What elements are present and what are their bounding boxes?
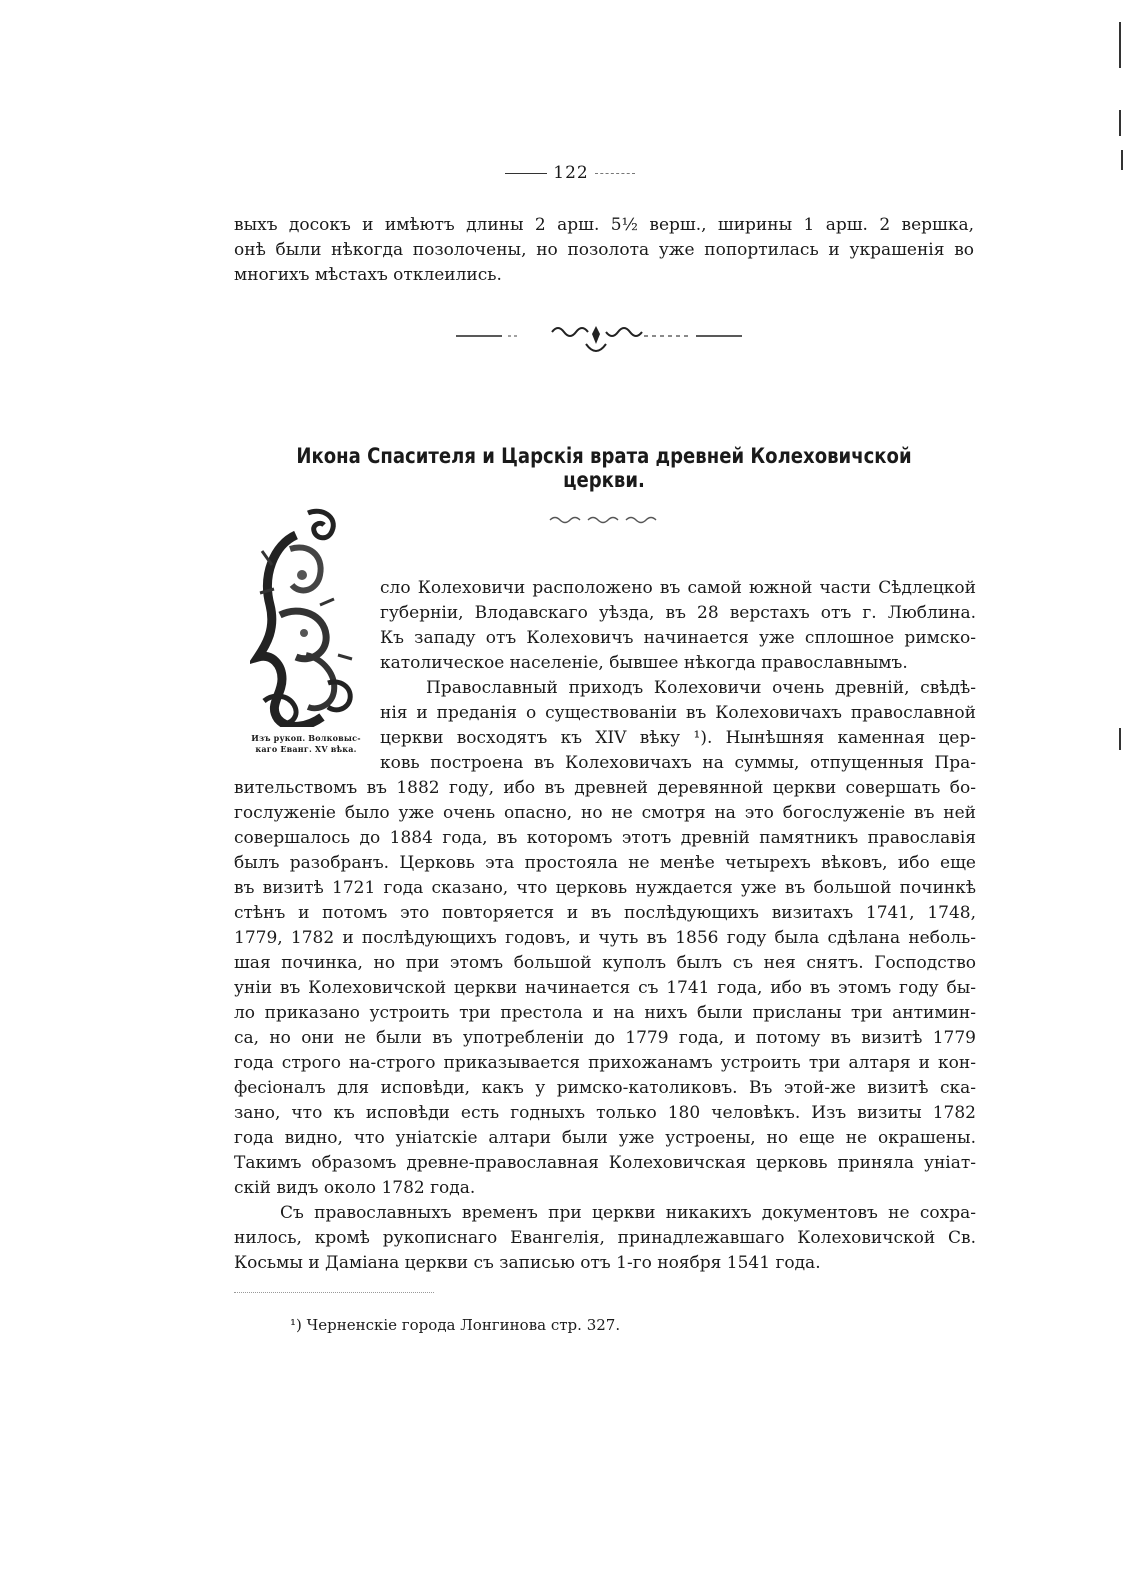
section-title: Икона Спасителя и Царскія врата древней Колеховичской церкви.: [296, 444, 912, 492]
paragraph-2-narrow: [234, 676, 976, 776]
text-line: 1779, 1782 и послѣдующихъ годовъ, и чуть въ 1856 году была сдѣлана неболь-: [234, 928, 976, 948]
text-line: католическое населеніе, бывшее нѣкогда православнымъ.: [380, 653, 908, 673]
text-line: года строго на-строго приказывается прихожанамъ устроить три алтаря и кон-: [234, 1053, 976, 1073]
text-line: ковь построена въ Колеховичахъ на суммы, отпущенныя Пра-: [380, 753, 976, 773]
paragraph-1: [234, 576, 976, 676]
text-line: фесіоналъ для исповѣди, какъ у римско-католиковъ. Въ этой-же визитѣ ска-: [234, 1078, 976, 1098]
page-number: 122: [553, 163, 589, 183]
header-rule-right: [595, 173, 635, 174]
text-line: года видно, что уніатскіе алтари были уже устроены, но еще не окрашены.: [234, 1128, 976, 1148]
text-line: Къ западу отъ Колеховичъ начинается уже сплошное римско-: [380, 628, 976, 648]
paragraph-3: [234, 1201, 976, 1276]
text-line: былъ разобранъ. Церковь эта простояла не менѣе четырехъ вѣковъ, ибо еще: [234, 853, 976, 873]
text-line: Косьмы и Даміана церкви съ записью отъ 1-го ноября 1541 года.: [234, 1253, 821, 1273]
page-number-line: [0, 163, 1140, 183]
text-line: стѣнъ и потомъ это повторяется и въ послѣдующихъ визитахъ 1741, 1748,: [234, 903, 976, 923]
divider-ornament: [456, 322, 746, 362]
paragraph-2: [234, 776, 976, 1201]
text-line: ло приказано устроить три престола и на нихъ были присланы три антимин-: [234, 1003, 976, 1023]
text-line: совершалось до 1884 года, въ которомъ этотъ древній памятникъ православія: [234, 828, 976, 848]
text-line: церкви восходятъ къ XIV вѣку ¹). Нынѣшняя каменная цер-: [380, 728, 976, 748]
text-line: уніи въ Колеховичской церкви начинается съ 1741 года, ибо въ этомъ году бы-: [234, 978, 976, 998]
text-line: гослуженіе было уже очень опасно, но не смотря на это богослуженіе въ ней: [234, 803, 976, 823]
text-line: шая починка, но при этомъ большой куполъ былъ съ нея снятъ. Господство: [234, 953, 976, 973]
text-line: зано, что къ исповѣди есть годныхъ только 180 человѣкъ. Изъ визиты 1782: [234, 1103, 976, 1123]
text-line: Съ православныхъ временъ при церкви никакихъ документовъ не сохра-: [280, 1203, 976, 1223]
text-line: Такимъ образомъ древне-православная Колеховичская церковь приняла уніат-: [234, 1153, 976, 1173]
margin-mark: [1119, 22, 1121, 68]
continuation-text: [234, 213, 974, 288]
title-squiggle-ornament: [548, 514, 660, 526]
text-line: въ визитѣ 1721 года сказано, что церковь нуждается уже въ большой починкѣ: [234, 878, 976, 898]
margin-mark: [1121, 150, 1123, 170]
text-line: са, но они не были въ употребленіи до 1779 года, и потому въ визитѣ 1779: [234, 1028, 976, 1048]
footnote-rule: [234, 1292, 434, 1293]
margin-mark: [1119, 728, 1121, 750]
text-line: онѣ были нѣкогда позолочены, но позолота уже попортилась и украшенія во: [234, 240, 974, 260]
text-line: вительствомъ въ 1882 году, ибо въ древней деревянной церкви совершать бо-: [234, 778, 976, 798]
text-line: сло Колеховичи расположено въ самой южной части Сѣдлецкой: [380, 578, 976, 598]
text-line: скій видъ около 1782 года.: [234, 1178, 476, 1198]
text-line: губерніи, Влодавскаго уѣзда, въ 28 верстахъ отъ г. Люблина.: [380, 603, 976, 623]
text-line: Православный приходъ Колеховичи очень древній, свѣдѣ-: [426, 678, 976, 698]
header-rule-left: [505, 173, 547, 174]
margin-mark: [1119, 110, 1121, 136]
footnote: ¹) Черненскіе города Лонгинова стр. 327.: [290, 1316, 621, 1334]
text-line: многихъ мѣстахъ отклеились.: [234, 265, 502, 285]
text-line: выхъ досокъ и имѣютъ длины 2 арш. 5½ верш., ширины 1 арш. 2 вершка,: [234, 215, 974, 235]
text-line: нилось, кромѣ рукописнаго Евангелія, принадлежавшаго Колеховичской Св.: [234, 1228, 976, 1248]
text-line: нія и преданія о существованіи въ Колеховичахъ православной: [380, 703, 976, 723]
initial-caption: Изъ рукоп. Волковыс- каго Еванг. XV вѣка.: [251, 733, 361, 754]
